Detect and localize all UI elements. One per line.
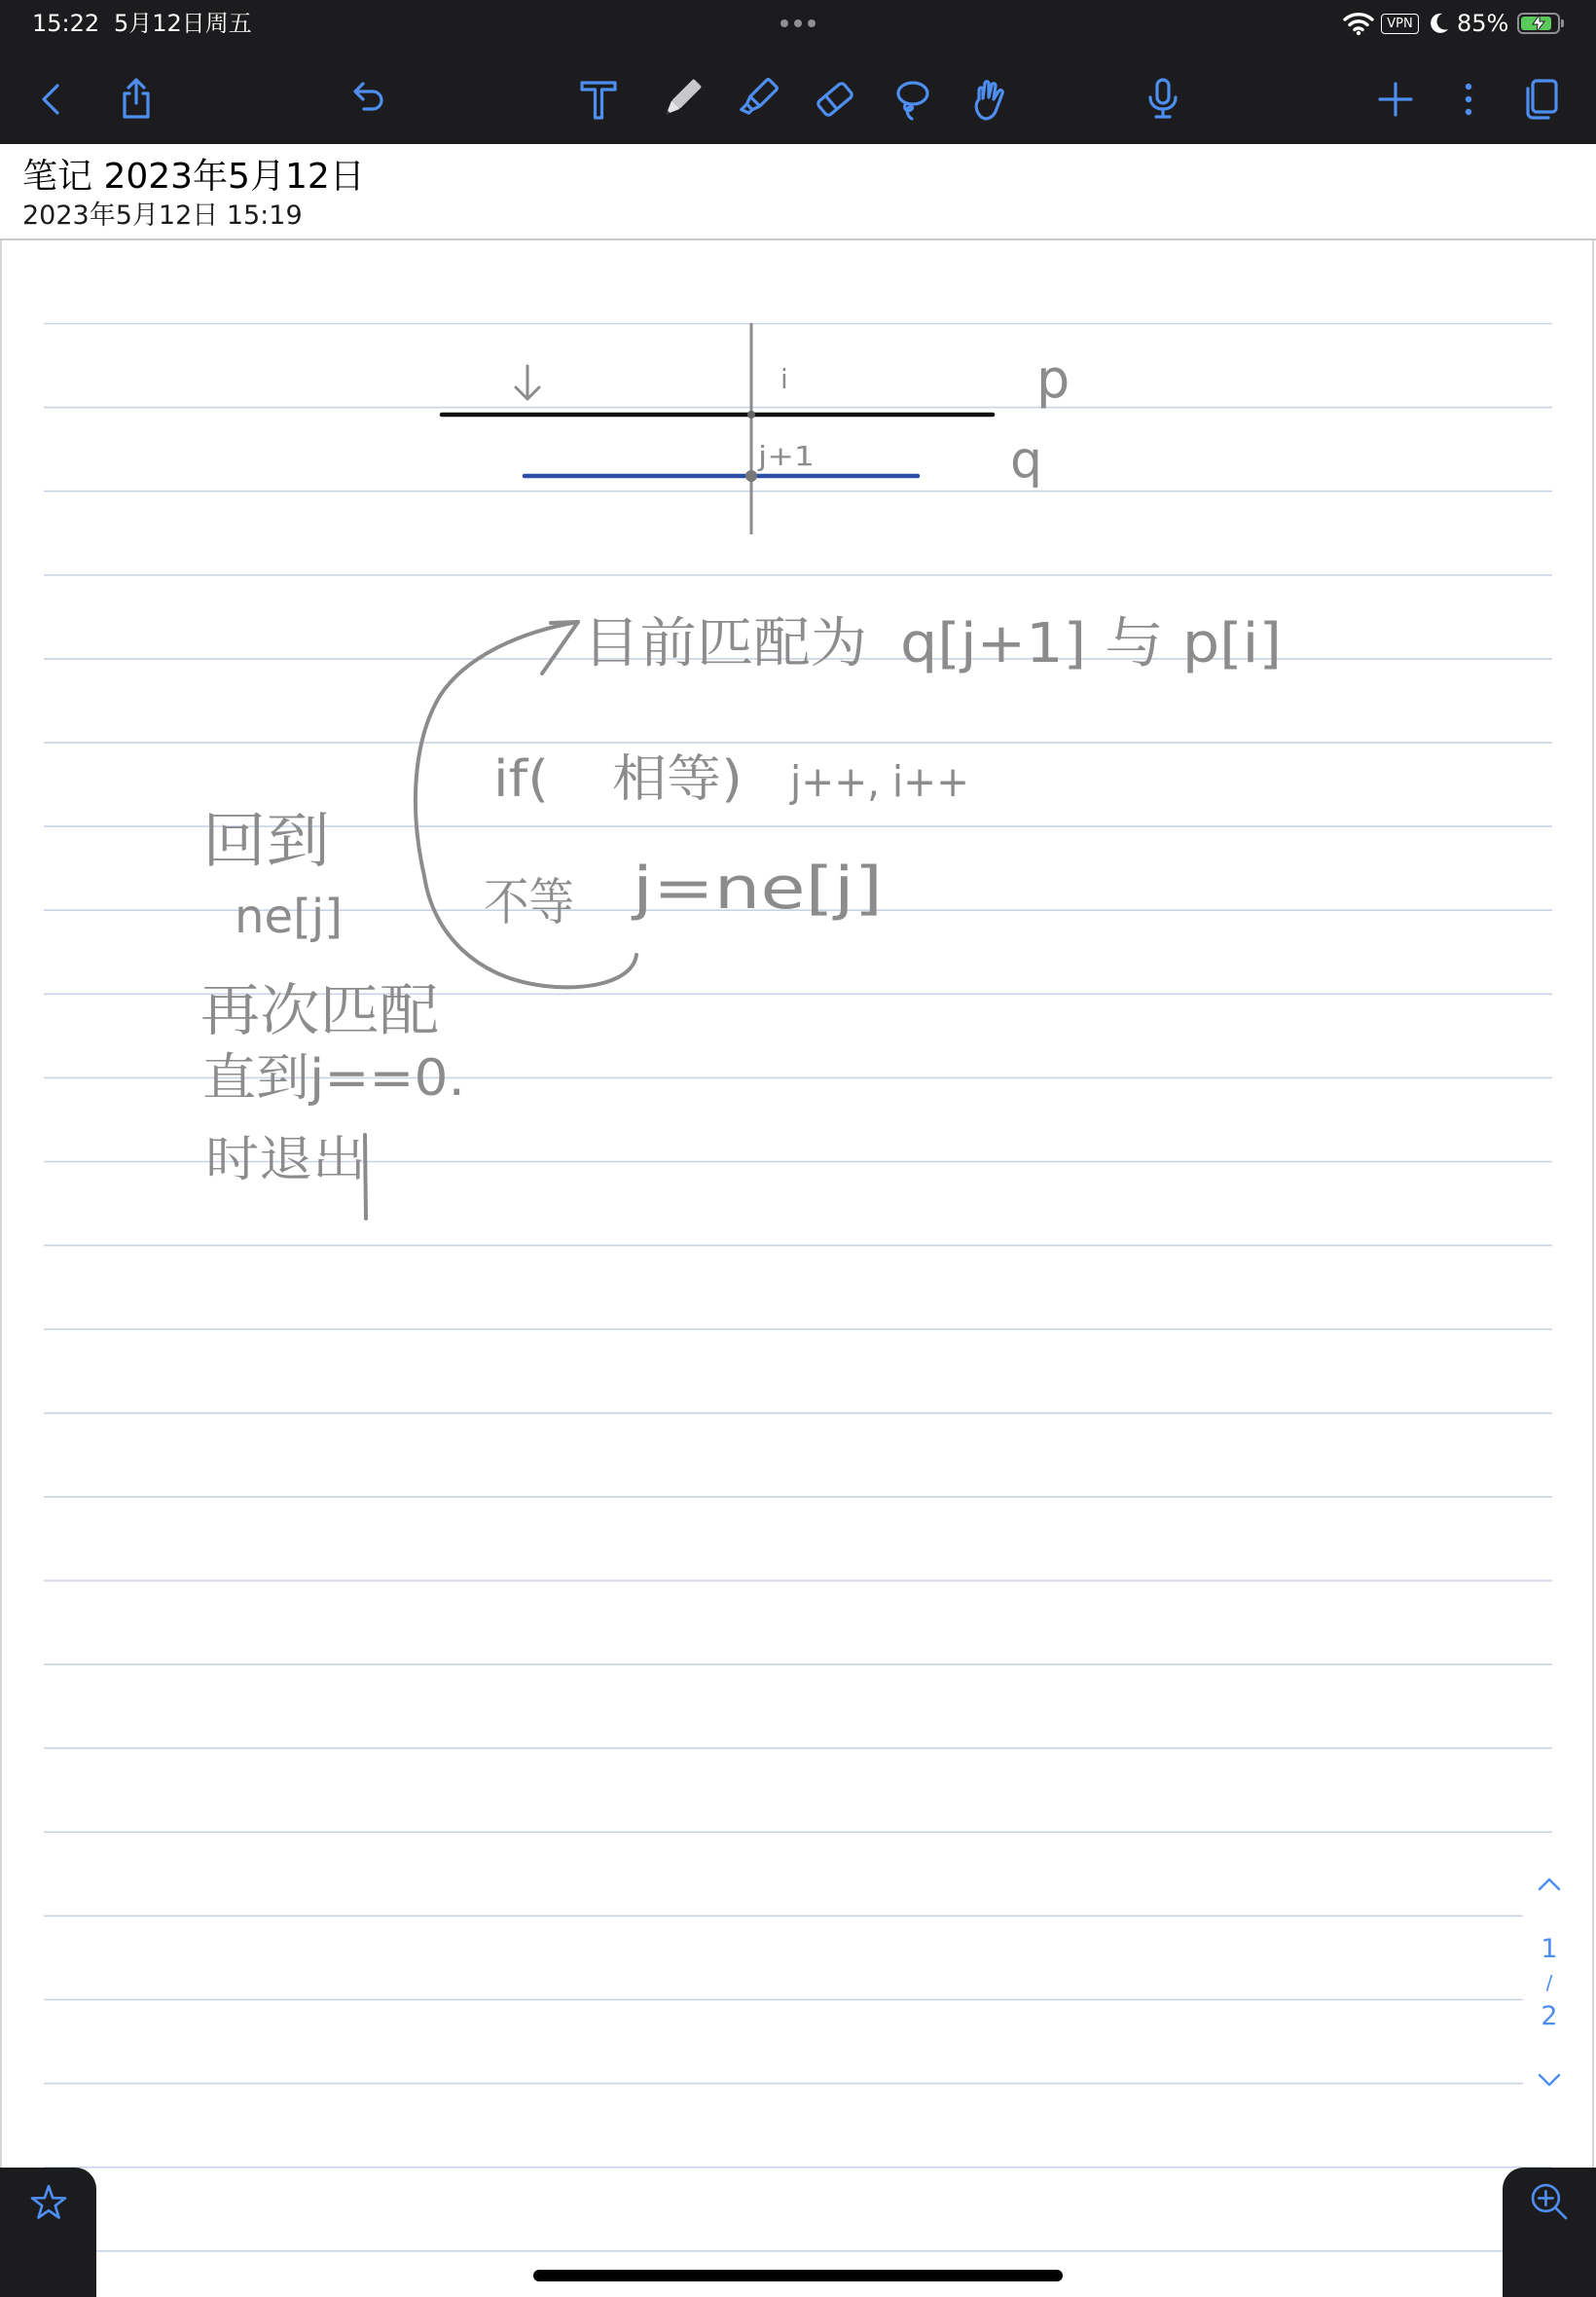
pointer-i-dot: [747, 411, 755, 419]
label-p: p: [1036, 348, 1070, 410]
total-page-count: 2: [1541, 2001, 1558, 2031]
handwriting-line1-part1: 目前匹配为: [583, 612, 867, 675]
page-separator: /: [1545, 1971, 1553, 1994]
label-j-plus-1: j+1: [756, 440, 815, 472]
handwriting-line2-part2: 相等): [612, 750, 743, 809]
pages-button[interactable]: [1514, 72, 1569, 127]
hand-sticker-tool-button[interactable]: [961, 72, 1016, 127]
battery-percentage: 85%: [1457, 10, 1509, 37]
battery-nub: [1561, 19, 1564, 27]
more-vertical-icon: [1441, 72, 1496, 127]
pages-icon: [1514, 72, 1569, 127]
hand-sticker-tool-icon: [961, 72, 1016, 127]
favorite-button[interactable]: [0, 2168, 96, 2297]
multitasking-dots-icon[interactable]: [779, 18, 817, 29]
more-button[interactable]: [1441, 72, 1496, 127]
pointer-diagram: [442, 323, 1070, 534]
star-icon: [24, 2179, 73, 2228]
pen-tool-icon: [654, 72, 708, 127]
note-header: [0, 144, 1596, 240]
microphone-icon: [1136, 72, 1190, 127]
home-indicator[interactable]: [533, 2270, 1063, 2281]
highlighter-tool-icon: [730, 72, 784, 127]
side-note-line4: 直到j==0.: [202, 1049, 465, 1108]
side-note-line3: 再次匹配: [200, 977, 439, 1043]
label-q: q: [1010, 431, 1043, 490]
text-tool-button[interactable]: [571, 72, 626, 127]
add-button[interactable]: [1368, 72, 1423, 127]
chevron-up-icon: [1536, 1876, 1563, 1893]
top-bar: [0, 0, 1596, 144]
handwriting-line3-part2: j=ne[j]: [630, 855, 883, 923]
undo-icon: [341, 72, 395, 127]
note-timestamp: 2023年5月12日 15:19: [22, 201, 303, 231]
wifi-icon: [1342, 11, 1375, 36]
lasso-tool-button[interactable]: [885, 72, 939, 127]
side-note-stroke: [365, 1135, 366, 1219]
note-title[interactable]: 笔记 2023年5月12日: [22, 157, 365, 197]
handwriting-line3-part1: 不等: [484, 874, 574, 932]
share-icon: [109, 72, 163, 127]
side-note-line2: ne[j]: [235, 890, 343, 944]
plus-icon: [1368, 72, 1423, 127]
vpn-badge: VPN: [1381, 14, 1419, 34]
handwritten-explanation: [416, 612, 1282, 987]
next-page-button[interactable]: [1536, 2071, 1563, 2089]
status-date: 5月12日周五: [114, 10, 252, 37]
chevron-down-icon: [1536, 2071, 1563, 2089]
eraser-tool-icon: [808, 72, 862, 127]
moon-icon: [1429, 12, 1450, 35]
eraser-tool-button[interactable]: [808, 72, 862, 127]
microphone-button[interactable]: [1136, 72, 1190, 127]
down-arrow-stroke: [516, 366, 539, 399]
side-note-line1: 回到: [202, 805, 330, 876]
pointer-j-dot: [745, 470, 757, 482]
handwriting-line1-part2: q[j+1] 与 p[i]: [900, 612, 1282, 675]
charging-bolt-icon: [1529, 14, 1548, 33]
handwriting-line2-part3: j++, i++: [789, 757, 969, 807]
label-i: i: [780, 363, 788, 395]
zoom-in-icon: [1525, 2177, 1574, 2226]
zoom-button[interactable]: [1503, 2168, 1596, 2297]
undo-button[interactable]: [341, 72, 395, 127]
handwriting-line2-part1: if(: [493, 750, 549, 809]
share-button[interactable]: [109, 72, 163, 127]
pen-tool-button[interactable]: [654, 72, 708, 127]
handwritten-side-note: [200, 805, 465, 1219]
side-note-line5: 时退出: [205, 1131, 366, 1187]
current-page-number: 1: [1541, 1934, 1558, 1964]
highlighter-tool-button[interactable]: [730, 72, 784, 127]
chevron-left-icon: [24, 72, 79, 127]
back-button[interactable]: [24, 72, 79, 127]
status-time: 15:22: [32, 10, 100, 37]
previous-page-button[interactable]: [1536, 1876, 1563, 1893]
text-tool-icon: [571, 72, 626, 127]
lasso-tool-icon: [885, 72, 939, 127]
